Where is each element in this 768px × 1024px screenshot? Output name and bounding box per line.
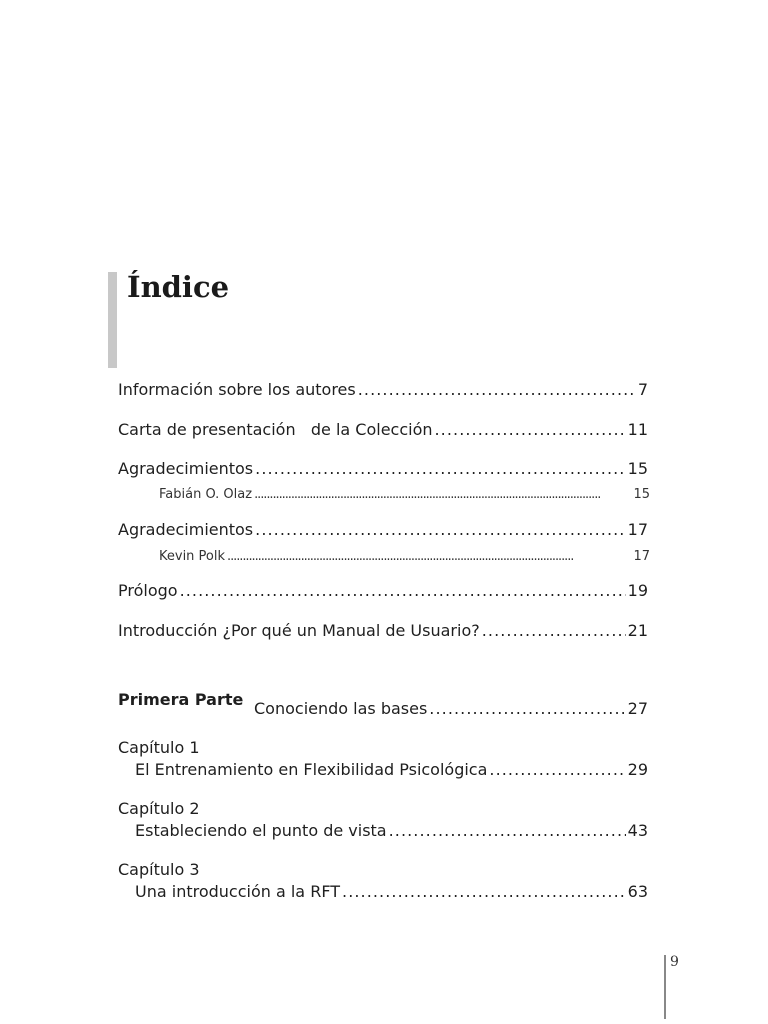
toc-entry-page: 21 bbox=[627, 621, 648, 640]
chapter-page: 63 bbox=[627, 882, 648, 901]
toc-entry-label: Carta de presentación de la Colección bbox=[118, 420, 433, 439]
toc-entry-page: 15 bbox=[627, 459, 648, 478]
dot-leader bbox=[254, 485, 631, 505]
dot-leader bbox=[358, 380, 636, 400]
chapter-page: 43 bbox=[627, 821, 648, 840]
toc-chapter-entry[interactable] bbox=[135, 760, 648, 780]
page-title: Índice bbox=[127, 270, 230, 304]
dot-leader bbox=[482, 621, 626, 641]
toc-entry[interactable] bbox=[118, 581, 648, 601]
toc-entry[interactable] bbox=[118, 380, 648, 400]
dot-leader bbox=[342, 882, 626, 902]
chapter-label: Capítulo 2 bbox=[118, 799, 200, 818]
toc-entry-label: Prólogo bbox=[118, 581, 178, 600]
part-title: Conociendo las bases bbox=[254, 699, 428, 718]
toc-subentry-page: 15 bbox=[633, 487, 650, 502]
dot-leader bbox=[180, 581, 626, 601]
toc-entry[interactable] bbox=[118, 520, 648, 540]
dot-leader bbox=[255, 459, 626, 479]
toc-chapter-entry[interactable] bbox=[135, 821, 648, 841]
toc-entry-label: Agradecimientos bbox=[118, 520, 254, 539]
chapter-label: Capítulo 1 bbox=[118, 738, 200, 757]
chapter-label: Capítulo 3 bbox=[118, 860, 200, 879]
toc-subentry[interactable] bbox=[159, 547, 650, 567]
toc-entry-label: Introducción ¿Por qué un Manual de Usuario? bbox=[118, 621, 480, 640]
toc-entry-label: Información sobre los autores bbox=[118, 380, 356, 399]
toc-subentry-label: Fabián O. Olaz bbox=[159, 487, 253, 502]
dot-leader bbox=[227, 547, 631, 567]
page-number: 9 bbox=[670, 954, 679, 970]
dot-leader bbox=[489, 760, 625, 780]
title-accent-bar bbox=[108, 272, 117, 368]
chapter-title: El Entrenamiento en Flexibilidad Psicológica bbox=[135, 760, 488, 779]
toc-subentry-label: Kevin Polk bbox=[159, 549, 226, 564]
part-label: Primera Parte bbox=[118, 690, 244, 709]
toc-entry-page: 19 bbox=[627, 581, 648, 600]
chapter-title: Estableciendo el punto de vista bbox=[135, 821, 387, 840]
dot-leader bbox=[435, 420, 626, 440]
toc-entry-page: 17 bbox=[627, 520, 648, 539]
part-page: 27 bbox=[627, 699, 648, 718]
toc-entry-page: 11 bbox=[627, 420, 648, 439]
toc-entry[interactable] bbox=[118, 621, 648, 641]
toc-entry-page: 7 bbox=[637, 380, 648, 399]
toc-entry[interactable] bbox=[118, 459, 648, 479]
chapter-page: 29 bbox=[627, 760, 648, 779]
toc-part-entry[interactable] bbox=[254, 699, 648, 719]
dot-leader bbox=[255, 520, 626, 540]
page-number-rule bbox=[664, 955, 666, 1019]
toc-entry[interactable] bbox=[118, 420, 648, 440]
chapter-title: Una introducción a la RFT bbox=[135, 882, 341, 901]
toc-chapter-entry[interactable] bbox=[135, 882, 648, 902]
toc-subentry[interactable] bbox=[159, 485, 650, 505]
toc-entry-label: Agradecimientos bbox=[118, 459, 254, 478]
toc-subentry-page: 17 bbox=[633, 549, 650, 564]
dot-leader bbox=[429, 699, 625, 719]
dot-leader bbox=[389, 821, 626, 841]
